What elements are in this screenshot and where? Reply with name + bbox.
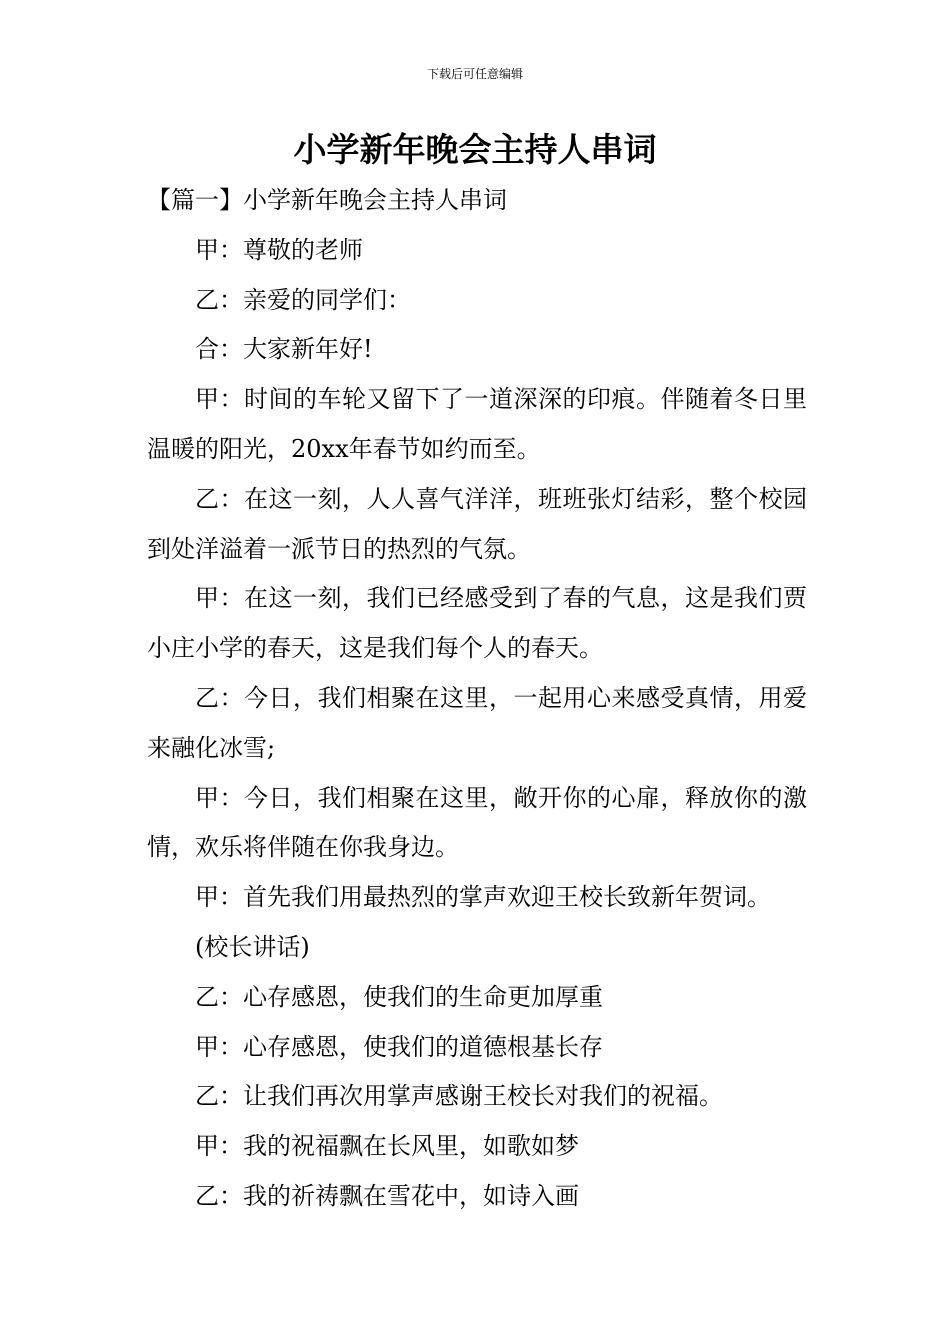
- paragraph: 甲：时间的车轮又留下了一道深深的印痕。伴随着冬日里温暖的阳光，20xx年春节如约而至。: [147, 385, 807, 463]
- paragraph: 乙：让我们再次用掌声感谢王校长对我们的祝福。: [195, 1082, 723, 1111]
- paragraph: 乙：我的祈祷飘在雪花中，如诗入画: [195, 1181, 579, 1210]
- document-body: [147, 176, 807, 1222]
- section-heading: 【篇一】小学新年晚会主持人串词: [147, 186, 507, 214]
- paragraph: 甲：我的祝福飘在长风里，如歌如梦: [195, 1132, 579, 1161]
- paragraph: 乙：亲爱的同学们：: [195, 285, 411, 314]
- paragraph: 甲：心存感恩，使我们的道德根基长存: [195, 1032, 603, 1061]
- paragraph: 甲：今日，我们相聚在这里，敞开你的心扉，释放你的激情，欢乐将伴随在你我身边。: [147, 783, 807, 862]
- paragraph: 甲：首先我们用最热烈的掌声欢迎王校长致新年贺词。: [195, 883, 771, 912]
- document-title: 小学新年晚会主持人串词: [293, 130, 657, 169]
- header-note: 下载后可任意编辑: [426, 67, 523, 81]
- paragraph: 乙：在这一刻，人人喜气洋洋，班班张灯结彩，整个校园到处洋溢着一派节日的热烈的气氛。: [147, 484, 807, 563]
- paragraph: 甲：尊敬的老师: [195, 235, 363, 264]
- paragraph: 甲：在这一刻，我们已经感受到了春的气息，这是我们贾小庄小学的春天，这是我们每个人的春天。: [147, 584, 807, 663]
- paragraph: 乙：心存感恩，使我们的生命更加厚重: [195, 982, 603, 1011]
- paragraph: 乙：今日，我们相聚在这里，一起用心来感受真情，用爱来融化冰雪;: [147, 683, 807, 762]
- paragraph: 合：大家新年好!: [195, 335, 373, 364]
- paragraph: (校长讲话): [195, 932, 310, 961]
